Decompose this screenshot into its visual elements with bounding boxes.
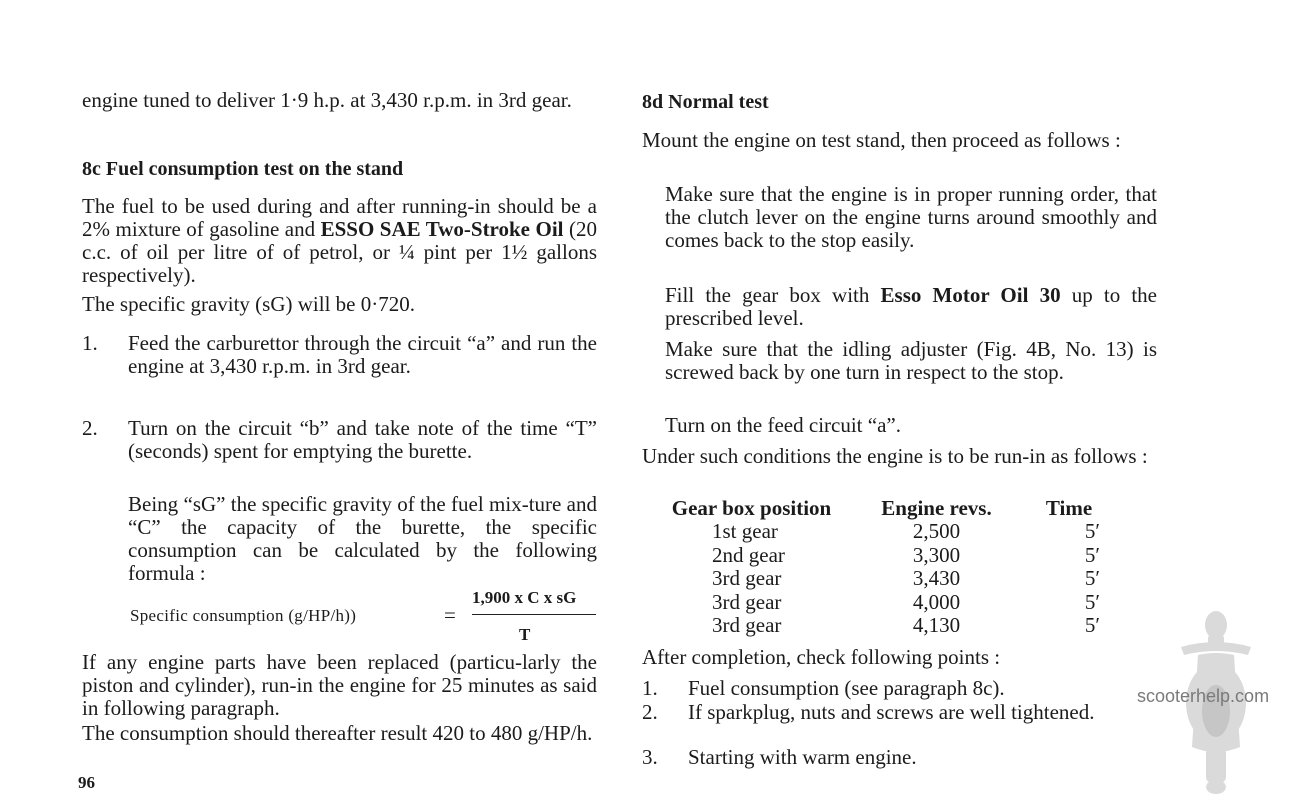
list-item [82,417,597,463]
cell-time: 5′ [1084,613,1100,637]
header-gear-position: Gear box position [671,496,832,520]
header-time: Time [1045,496,1093,520]
item-number: 1. [82,331,98,355]
list-item [642,677,1157,700]
cell-gear: 2nd gear [712,542,785,567]
cell-gear: 3rd gear [712,566,782,590]
watermark [1136,607,1300,795]
item-number: 2. [82,416,98,440]
fill-text-a: Fill the gear box with [665,283,881,307]
fuel-text-a: The fuel to be used during and after running-in should be a 2% mixture of gasoline and [82,194,597,241]
esso-oil-bold: ESSO SAE Two-Stroke Oil [320,217,564,241]
cell-time: 5′ [1084,589,1100,614]
cell-revs: 2,500 [912,519,961,543]
cell-revs: 4,130 [912,613,961,637]
replaced-paragraph: If any engine parts have been replaced (particu-larly the piston and cylinder), run-in the engine for 25 minutes as said in following paragraph. [82,650,597,720]
list-item [642,701,1157,724]
table-row [654,520,1114,544]
header-engine-revs: Engine revs. [881,496,992,520]
item-text: Feed the carburettor through the circuit “a” and run the engine at 3,430 r.p.m. in 3rd gear. [128,331,597,378]
specific-gravity-paragraph: The specific gravity (sG) will be 0·720. [82,292,415,316]
esso-motor-oil-bold: Esso Motor Oil 30 [880,283,1061,307]
cell-gear: 3rd gear [712,589,782,614]
list-item [82,332,597,378]
item-number: 3. [642,745,658,769]
item-text: Turn on the circuit “b” and take note of the time “T” (seconds) spent for emptying the burette. [128,416,597,463]
list-item [642,746,1157,769]
formula-numerator: 1,900 x C x sG [472,588,577,607]
cell-revs: 3,430 [912,566,961,590]
fuel-paragraph [82,195,597,287]
formula-equals: = [444,603,456,627]
table-row [654,614,1114,638]
item-text: Starting with warm engine. [688,745,917,769]
item-text: Fuel consumption (see paragraph 8c). [688,676,1005,700]
table-row [654,544,1114,568]
mount-paragraph: Mount the engine on test stand, then proceed as follows : [642,128,1121,152]
cell-revs: 3,300 [912,542,961,567]
formula-denominator: T [519,625,531,644]
consumption-paragraph: The consumption should thereafter result 420 to 480 g/HP/h. [82,721,593,745]
fraction-line [472,614,596,615]
being-paragraph: Being “sG” the specific gravity of the fuel mix-ture and “C” the capacity of the burette, the specific consumption can be calculated by the following formula : [128,492,597,585]
cell-time: 5′ [1084,566,1100,590]
formula [82,585,597,645]
item-number: 1. [642,676,658,700]
run-in-table [654,497,1114,638]
fuel-text-b: (20 c.c. of oil per litre of of petrol, or ¼ pint per 1½ gallons respectively). [82,217,598,287]
table-header-row [654,497,1114,520]
cell-revs: 4,000 [912,589,961,614]
idling-paragraph: Make sure that the idling adjuster (Fig. 4B, No. 13) is screwed back by one turn in respect to the stop. [665,337,1157,384]
heading-8d: 8d Normal test [642,91,769,113]
fill-paragraph [665,284,1157,330]
page-number: 96 [78,773,95,792]
table-row [654,567,1114,591]
item-number: 2. [642,700,658,724]
cell-time: 5′ [1084,519,1100,543]
under-paragraph: Under such conditions the engine is to be run-in as follows : [642,444,1148,468]
watermark-text: scooterhelp.com [1137,686,1270,706]
cell-gear: 3rd gear [712,613,782,637]
ensure-paragraph: Make sure that the engine is in proper running order, that the clutch lever on the engine turns around smoothly and comes back to the stop easily. [665,182,1157,252]
item-text: If sparkplug, nuts and screws are well tightened. [688,700,1095,724]
feed-paragraph: Turn on the feed circuit “a”. [665,413,901,437]
after-paragraph: After completion, check following points : [642,645,1001,669]
intro-paragraph: engine tuned to deliver 1·9 h.p. at 3,430 r.p.m. in 3rd gear. [82,88,572,112]
formula-label: Specific consumption (g/HP/h)) [130,606,357,625]
cell-time: 5′ [1084,542,1100,567]
cell-gear: 1st gear [712,519,778,543]
heading-8c: 8c Fuel consumption test on the stand [82,158,404,180]
fill-text-b: up to the prescribed level. [665,283,1157,330]
table-row [654,591,1114,615]
scooter-watermark-icon [1136,607,1300,795]
